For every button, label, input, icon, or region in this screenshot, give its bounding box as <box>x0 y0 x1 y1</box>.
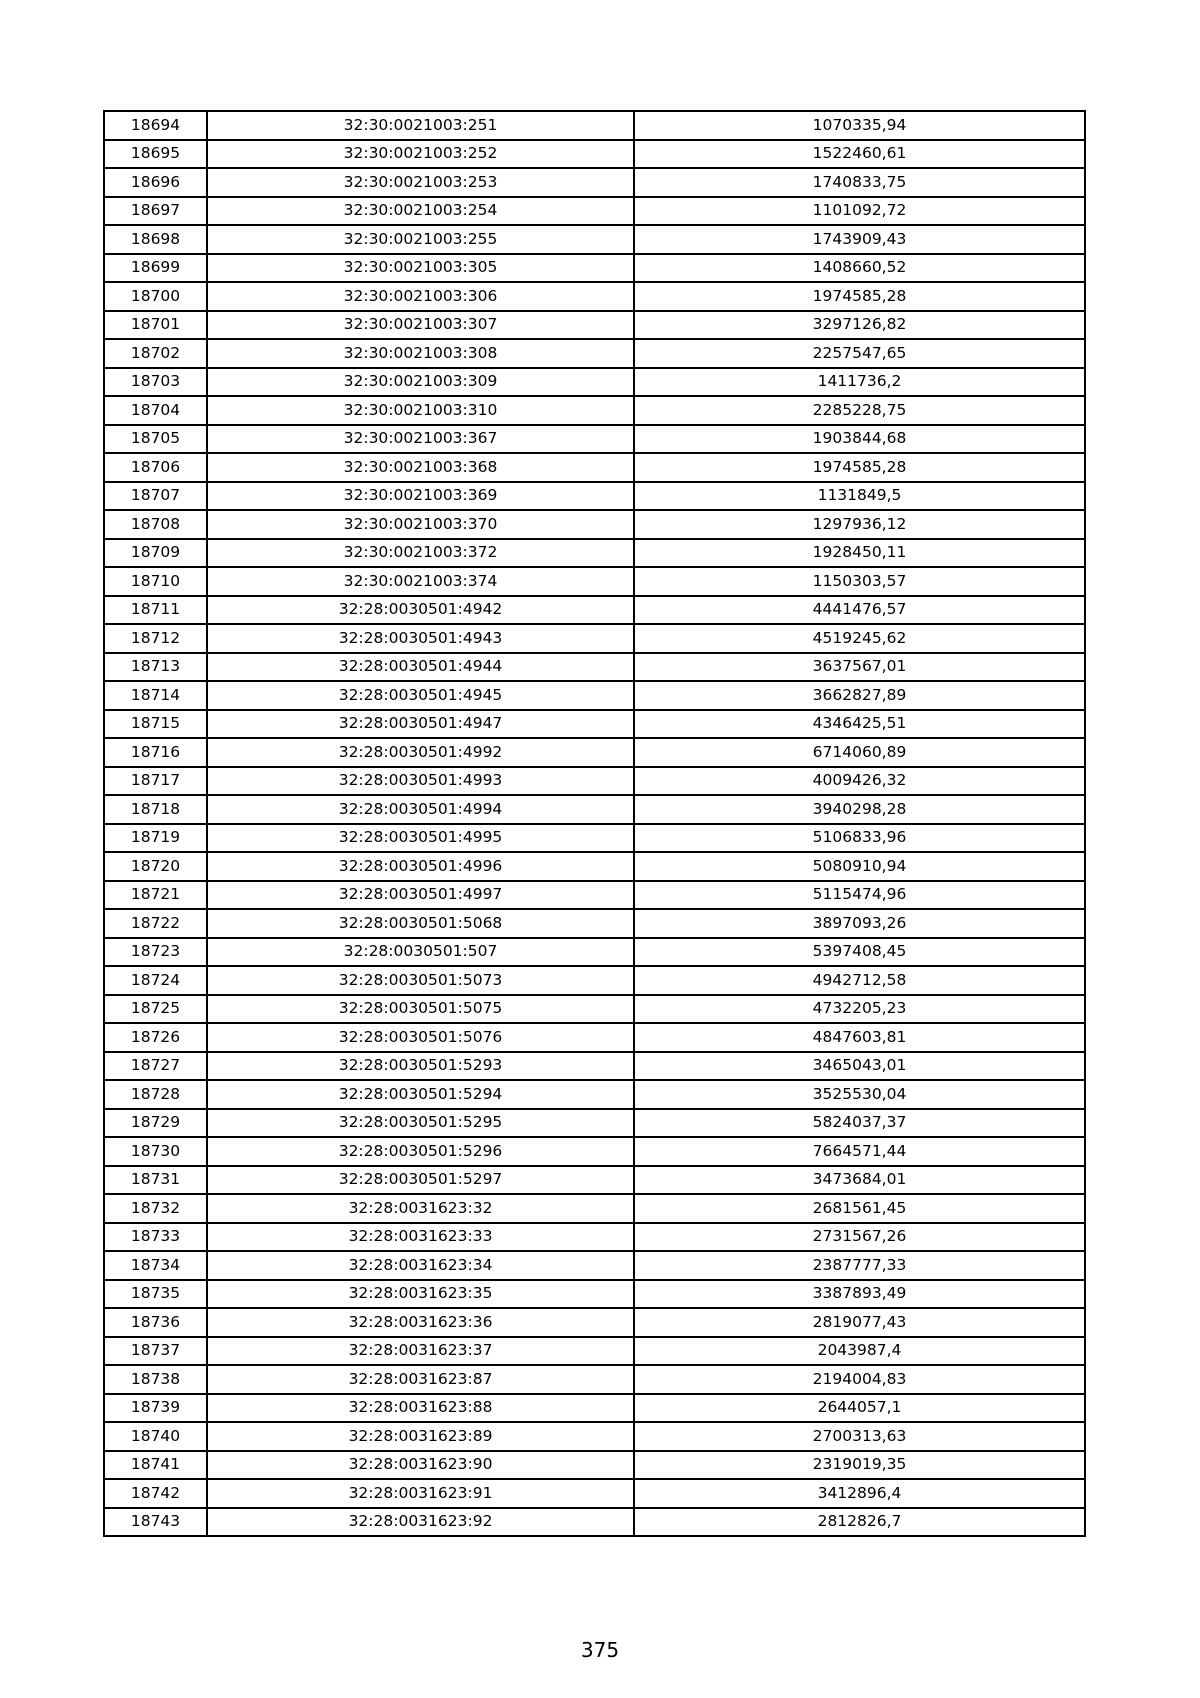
cadastral-number-cell: 32:28:0031623:88 <box>207 1394 634 1423</box>
page-number: 375 <box>580 1638 620 1662</box>
row-number-cell: 18733 <box>104 1223 207 1252</box>
value-cell: 2812826,7 <box>634 1508 1085 1537</box>
row-number-cell: 18703 <box>104 368 207 397</box>
row-number-cell: 18713 <box>104 653 207 682</box>
cadastral-number-cell: 32:30:0021003:309 <box>207 368 634 397</box>
cadastral-number-cell: 32:28:0030501:5068 <box>207 909 634 938</box>
table-row <box>104 824 1085 853</box>
cadastral-number-cell: 32:28:0030501:5297 <box>207 1166 634 1195</box>
row-number-cell: 18706 <box>104 453 207 482</box>
cadastral-number-cell: 32:28:0031623:33 <box>207 1223 634 1252</box>
cadastral-number-cell: 32:30:0021003:306 <box>207 282 634 311</box>
value-cell: 2194004,83 <box>634 1365 1085 1394</box>
value-cell: 1297936,12 <box>634 510 1085 539</box>
row-number-cell: 18700 <box>104 282 207 311</box>
cadastral-number-cell: 32:28:0030501:5296 <box>207 1137 634 1166</box>
value-cell: 1131849,5 <box>634 482 1085 511</box>
table-row <box>104 1394 1085 1423</box>
value-cell: 3465043,01 <box>634 1052 1085 1081</box>
cadastral-number-cell: 32:30:0021003:252 <box>207 140 634 169</box>
row-number-cell: 18701 <box>104 311 207 340</box>
cadastral-number-cell: 32:28:0031623:91 <box>207 1479 634 1508</box>
table-row <box>104 1109 1085 1138</box>
cadastral-number-cell: 32:28:0030501:4944 <box>207 653 634 682</box>
row-number-cell: 18743 <box>104 1508 207 1537</box>
table-row <box>104 1223 1085 1252</box>
value-cell: 1411736,2 <box>634 368 1085 397</box>
table-row <box>104 1479 1085 1508</box>
table-row <box>104 1365 1085 1394</box>
value-cell: 4942712,58 <box>634 966 1085 995</box>
cadastral-number-cell: 32:28:0030501:4947 <box>207 710 634 739</box>
cadastral-number-cell: 32:28:0030501:4996 <box>207 852 634 881</box>
table-row <box>104 1508 1085 1537</box>
row-number-cell: 18725 <box>104 995 207 1024</box>
cadastral-number-cell: 32:30:0021003:308 <box>207 339 634 368</box>
row-number-cell: 18694 <box>104 111 207 140</box>
table-row <box>104 254 1085 283</box>
row-number-cell: 18742 <box>104 1479 207 1508</box>
row-number-cell: 18720 <box>104 852 207 881</box>
cadastral-number-cell: 32:28:0030501:4943 <box>207 624 634 653</box>
value-cell: 2285228,75 <box>634 396 1085 425</box>
cadastral-number-cell: 32:28:0030501:5073 <box>207 966 634 995</box>
cadastral-number-cell: 32:28:0030501:4942 <box>207 596 634 625</box>
table-row <box>104 111 1085 140</box>
row-number-cell: 18709 <box>104 539 207 568</box>
row-number-cell: 18711 <box>104 596 207 625</box>
cadastral-number-cell: 32:28:0031623:36 <box>207 1308 634 1337</box>
table-row <box>104 225 1085 254</box>
cadastral-number-cell: 32:28:0031623:90 <box>207 1451 634 1480</box>
value-cell: 1101092,72 <box>634 197 1085 226</box>
row-number-cell: 18696 <box>104 168 207 197</box>
table-row <box>104 368 1085 397</box>
value-cell: 5080910,94 <box>634 852 1085 881</box>
value-cell: 2043987,4 <box>634 1337 1085 1366</box>
value-cell: 7664571,44 <box>634 1137 1085 1166</box>
row-number-cell: 18702 <box>104 339 207 368</box>
table-row <box>104 453 1085 482</box>
table-row <box>104 311 1085 340</box>
cadastral-number-cell: 32:30:0021003:305 <box>207 254 634 283</box>
cadastral-number-cell: 32:30:0021003:374 <box>207 567 634 596</box>
value-cell: 2644057,1 <box>634 1394 1085 1423</box>
value-cell: 5115474,96 <box>634 881 1085 910</box>
table-row <box>104 339 1085 368</box>
value-cell: 3897093,26 <box>634 909 1085 938</box>
cadastral-number-cell: 32:28:0030501:4993 <box>207 767 634 796</box>
row-number-cell: 18727 <box>104 1052 207 1081</box>
cadastral-number-cell: 32:28:0030501:5295 <box>207 1109 634 1138</box>
value-cell: 4346425,51 <box>634 710 1085 739</box>
cadastral-number-cell: 32:28:0030501:4992 <box>207 738 634 767</box>
value-cell: 6714060,89 <box>634 738 1085 767</box>
row-number-cell: 18717 <box>104 767 207 796</box>
value-cell: 4441476,57 <box>634 596 1085 625</box>
table-row <box>104 140 1085 169</box>
table-row <box>104 396 1085 425</box>
row-number-cell: 18710 <box>104 567 207 596</box>
row-number-cell: 18699 <box>104 254 207 283</box>
cadastral-number-cell: 32:28:0031623:87 <box>207 1365 634 1394</box>
value-cell: 3662827,89 <box>634 681 1085 710</box>
cadastral-number-cell: 32:30:0021003:369 <box>207 482 634 511</box>
row-number-cell: 18740 <box>104 1422 207 1451</box>
row-number-cell: 18734 <box>104 1251 207 1280</box>
value-cell: 1740833,75 <box>634 168 1085 197</box>
value-cell: 2387777,33 <box>634 1251 1085 1280</box>
table-row <box>104 1080 1085 1109</box>
table-row <box>104 681 1085 710</box>
value-cell: 2700313,63 <box>634 1422 1085 1451</box>
value-cell: 2319019,35 <box>634 1451 1085 1480</box>
row-number-cell: 18698 <box>104 225 207 254</box>
table-row <box>104 738 1085 767</box>
table-row <box>104 197 1085 226</box>
table-row <box>104 710 1085 739</box>
table-row <box>104 1194 1085 1223</box>
table-row <box>104 482 1085 511</box>
row-number-cell: 18739 <box>104 1394 207 1423</box>
table-row <box>104 1251 1085 1280</box>
cadastral-number-cell: 32:30:0021003:251 <box>207 111 634 140</box>
value-cell: 1408660,52 <box>634 254 1085 283</box>
cadastral-number-cell: 32:28:0030501:5076 <box>207 1023 634 1052</box>
table-row <box>104 624 1085 653</box>
cadastral-number-cell: 32:28:0031623:35 <box>207 1280 634 1309</box>
row-number-cell: 18732 <box>104 1194 207 1223</box>
cadastral-number-cell: 32:28:0030501:5294 <box>207 1080 634 1109</box>
value-cell: 4732205,23 <box>634 995 1085 1024</box>
table-row <box>104 995 1085 1024</box>
cadastral-number-cell: 32:28:0030501:4994 <box>207 795 634 824</box>
table-row <box>104 425 1085 454</box>
table-row <box>104 1337 1085 1366</box>
cadastral-number-cell: 32:30:0021003:370 <box>207 510 634 539</box>
value-cell: 4847603,81 <box>634 1023 1085 1052</box>
row-number-cell: 18708 <box>104 510 207 539</box>
row-number-cell: 18716 <box>104 738 207 767</box>
value-cell: 1522460,61 <box>634 140 1085 169</box>
row-number-cell: 18697 <box>104 197 207 226</box>
value-cell: 1974585,28 <box>634 453 1085 482</box>
row-number-cell: 18728 <box>104 1080 207 1109</box>
table-row <box>104 1280 1085 1309</box>
cadastral-number-cell: 32:30:0021003:307 <box>207 311 634 340</box>
row-number-cell: 18714 <box>104 681 207 710</box>
row-number-cell: 18722 <box>104 909 207 938</box>
table-row <box>104 282 1085 311</box>
row-number-cell: 18695 <box>104 140 207 169</box>
value-cell: 3473684,01 <box>634 1166 1085 1195</box>
cadastral-number-cell: 32:28:0031623:92 <box>207 1508 634 1537</box>
table-row <box>104 168 1085 197</box>
table-row <box>104 1422 1085 1451</box>
value-cell: 1070335,94 <box>634 111 1085 140</box>
value-cell: 3297126,82 <box>634 311 1085 340</box>
table-row <box>104 1166 1085 1195</box>
value-cell: 1150303,57 <box>634 567 1085 596</box>
cadastral-number-cell: 32:30:0021003:367 <box>207 425 634 454</box>
cadastral-number-cell: 32:28:0030501:4997 <box>207 881 634 910</box>
row-number-cell: 18705 <box>104 425 207 454</box>
value-cell: 5106833,96 <box>634 824 1085 853</box>
cadastral-number-cell: 32:28:0030501:5293 <box>207 1052 634 1081</box>
cadastral-number-cell: 32:28:0030501:507 <box>207 938 634 967</box>
row-number-cell: 18737 <box>104 1337 207 1366</box>
value-cell: 3525530,04 <box>634 1080 1085 1109</box>
value-cell: 2681561,45 <box>634 1194 1085 1223</box>
table-row <box>104 1308 1085 1337</box>
row-number-cell: 18724 <box>104 966 207 995</box>
table-row <box>104 795 1085 824</box>
table-row <box>104 1137 1085 1166</box>
cadastral-number-cell: 32:28:0030501:4945 <box>207 681 634 710</box>
value-cell: 3940298,28 <box>634 795 1085 824</box>
value-cell: 1974585,28 <box>634 282 1085 311</box>
row-number-cell: 18729 <box>104 1109 207 1138</box>
table-row <box>104 1451 1085 1480</box>
table-row <box>104 966 1085 995</box>
table-row <box>104 909 1085 938</box>
cadastral-number-cell: 32:28:0031623:89 <box>207 1422 634 1451</box>
value-cell: 2731567,26 <box>634 1223 1085 1252</box>
row-number-cell: 18726 <box>104 1023 207 1052</box>
row-number-cell: 18731 <box>104 1166 207 1195</box>
value-cell: 1903844,68 <box>634 425 1085 454</box>
table-row <box>104 567 1085 596</box>
cadastral-number-cell: 32:28:0031623:37 <box>207 1337 634 1366</box>
cadastral-number-cell: 32:30:0021003:255 <box>207 225 634 254</box>
row-number-cell: 18719 <box>104 824 207 853</box>
value-cell: 3387893,49 <box>634 1280 1085 1309</box>
row-number-cell: 18736 <box>104 1308 207 1337</box>
row-number-cell: 18704 <box>104 396 207 425</box>
cadastral-number-cell: 32:28:0030501:4995 <box>207 824 634 853</box>
table-row <box>104 510 1085 539</box>
cadastral-number-cell: 32:30:0021003:372 <box>207 539 634 568</box>
row-number-cell: 18712 <box>104 624 207 653</box>
row-number-cell: 18721 <box>104 881 207 910</box>
table-row <box>104 767 1085 796</box>
table-row <box>104 938 1085 967</box>
cadastral-number-cell: 32:30:0021003:253 <box>207 168 634 197</box>
row-number-cell: 18738 <box>104 1365 207 1394</box>
table-row <box>104 653 1085 682</box>
row-number-cell: 18715 <box>104 710 207 739</box>
value-cell: 3412896,4 <box>634 1479 1085 1508</box>
cadastral-number-cell: 32:28:0031623:34 <box>207 1251 634 1280</box>
value-cell: 4009426,32 <box>634 767 1085 796</box>
table-row <box>104 1052 1085 1081</box>
table-row <box>104 596 1085 625</box>
row-number-cell: 18730 <box>104 1137 207 1166</box>
value-cell: 1743909,43 <box>634 225 1085 254</box>
table-row <box>104 852 1085 881</box>
row-number-cell: 18707 <box>104 482 207 511</box>
cadastral-number-cell: 32:30:0021003:254 <box>207 197 634 226</box>
value-cell: 4519245,62 <box>634 624 1085 653</box>
cadastral-number-cell: 32:28:0031623:32 <box>207 1194 634 1223</box>
row-number-cell: 18723 <box>104 938 207 967</box>
table-row <box>104 881 1085 910</box>
row-number-cell: 18718 <box>104 795 207 824</box>
table-row <box>104 1023 1085 1052</box>
cadastral-number-cell: 32:30:0021003:310 <box>207 396 634 425</box>
registry-table <box>103 110 1086 1537</box>
row-number-cell: 18741 <box>104 1451 207 1480</box>
value-cell: 2819077,43 <box>634 1308 1085 1337</box>
row-number-cell: 18735 <box>104 1280 207 1309</box>
cadastral-number-cell: 32:30:0021003:368 <box>207 453 634 482</box>
cadastral-number-cell: 32:28:0030501:5075 <box>207 995 634 1024</box>
value-cell: 2257547,65 <box>634 339 1085 368</box>
value-cell: 5824037,37 <box>634 1109 1085 1138</box>
value-cell: 1928450,11 <box>634 539 1085 568</box>
table-row <box>104 539 1085 568</box>
value-cell: 3637567,01 <box>634 653 1085 682</box>
registry-table-body <box>104 111 1085 1536</box>
value-cell: 5397408,45 <box>634 938 1085 967</box>
